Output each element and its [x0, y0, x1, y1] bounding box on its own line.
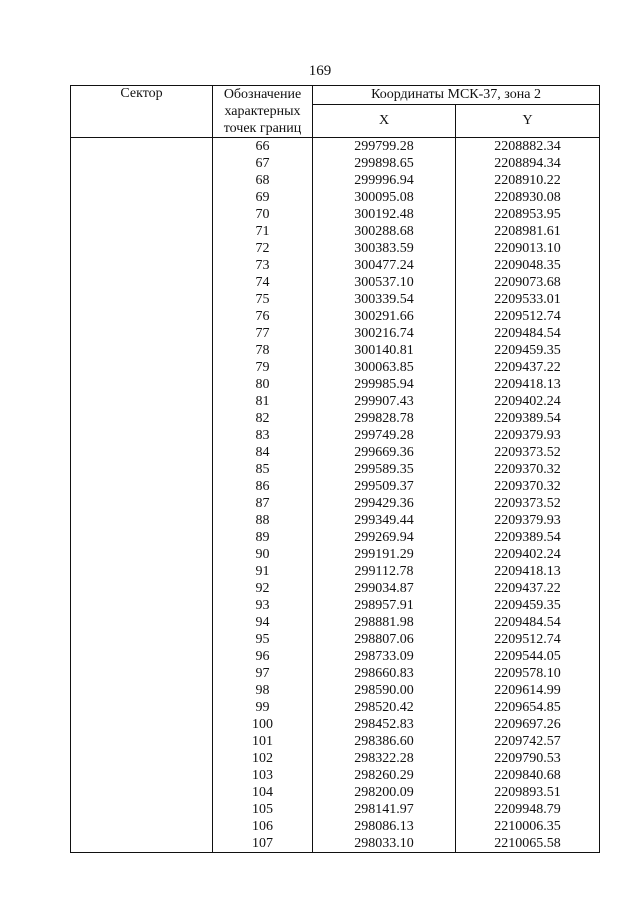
cell-y: 2209459.35 [456, 342, 600, 359]
cell-y: 2209512.74 [456, 631, 600, 648]
cell-y: 2208930.08 [456, 189, 600, 206]
cell-x: 300291.66 [313, 308, 456, 325]
cell-sector [71, 376, 213, 393]
cell-x: 300095.08 [313, 189, 456, 206]
cell-y: 2209402.24 [456, 393, 600, 410]
header-y: Y [456, 105, 600, 138]
cell-point: 105 [213, 801, 313, 818]
header-designation-line-1: Обозначение [223, 87, 302, 102]
table-row [71, 427, 600, 444]
cell-sector [71, 393, 213, 410]
table-row [71, 784, 600, 801]
cell-sector [71, 427, 213, 444]
cell-y: 2209373.52 [456, 495, 600, 512]
cell-x: 299898.65 [313, 155, 456, 172]
table-header [71, 86, 600, 138]
cell-x: 299112.78 [313, 563, 456, 580]
cell-x: 300192.48 [313, 206, 456, 223]
cell-sector [71, 495, 213, 512]
cell-y: 2208953.95 [456, 206, 600, 223]
cell-point: 74 [213, 274, 313, 291]
cell-point: 70 [213, 206, 313, 223]
cell-y: 2210006.35 [456, 818, 600, 835]
cell-x: 298733.09 [313, 648, 456, 665]
cell-point: 77 [213, 325, 313, 342]
table-row [71, 614, 600, 631]
table-row [71, 359, 600, 376]
cell-x: 298807.06 [313, 631, 456, 648]
cell-sector [71, 767, 213, 784]
cell-y: 2209389.54 [456, 410, 600, 427]
cell-x: 298881.98 [313, 614, 456, 631]
cell-x: 299828.78 [313, 410, 456, 427]
cell-point: 90 [213, 546, 313, 563]
cell-point: 103 [213, 767, 313, 784]
cell-sector [71, 597, 213, 614]
table-row [71, 801, 600, 818]
cell-point: 89 [213, 529, 313, 546]
cell-sector [71, 801, 213, 818]
cell-sector [71, 138, 213, 156]
cell-x: 300063.85 [313, 359, 456, 376]
cell-y: 2209484.54 [456, 325, 600, 342]
cell-y: 2209013.10 [456, 240, 600, 257]
table-row [71, 478, 600, 495]
cell-y: 2208882.34 [456, 138, 600, 156]
table-row [71, 325, 600, 342]
cell-sector [71, 784, 213, 801]
table-row [71, 240, 600, 257]
cell-sector [71, 308, 213, 325]
cell-x: 299589.35 [313, 461, 456, 478]
cell-point: 80 [213, 376, 313, 393]
header-designation-line-3: точек границ [223, 121, 302, 136]
cell-x: 299799.28 [313, 138, 456, 156]
cell-y: 2209402.24 [456, 546, 600, 563]
cell-point: 93 [213, 597, 313, 614]
table-row [71, 818, 600, 835]
cell-y: 2209533.01 [456, 291, 600, 308]
cell-point: 94 [213, 614, 313, 631]
table-row [71, 546, 600, 563]
cell-sector [71, 342, 213, 359]
table-row [71, 257, 600, 274]
coordinates-table [70, 85, 600, 853]
cell-point: 85 [213, 461, 313, 478]
cell-point: 92 [213, 580, 313, 597]
cell-sector [71, 444, 213, 461]
table-body [71, 138, 600, 853]
cell-point: 69 [213, 189, 313, 206]
table-row [71, 699, 600, 716]
cell-x: 300477.24 [313, 257, 456, 274]
cell-x: 299269.94 [313, 529, 456, 546]
table-row [71, 189, 600, 206]
cell-point: 71 [213, 223, 313, 240]
table-row [71, 461, 600, 478]
cell-x: 299669.36 [313, 444, 456, 461]
cell-y: 2209840.68 [456, 767, 600, 784]
table-row [71, 138, 600, 156]
cell-x: 298660.83 [313, 665, 456, 682]
cell-point: 96 [213, 648, 313, 665]
table-row [71, 308, 600, 325]
cell-y: 2209379.93 [456, 427, 600, 444]
cell-point: 101 [213, 733, 313, 750]
cell-point: 106 [213, 818, 313, 835]
cell-y: 2209073.68 [456, 274, 600, 291]
cell-x: 298141.97 [313, 801, 456, 818]
cell-point: 98 [213, 682, 313, 699]
cell-y: 2209418.13 [456, 563, 600, 580]
cell-sector [71, 733, 213, 750]
cell-sector [71, 631, 213, 648]
cell-y: 2209697.26 [456, 716, 600, 733]
header-designation [213, 86, 313, 138]
cell-sector [71, 172, 213, 189]
cell-sector [71, 699, 213, 716]
cell-x: 298260.29 [313, 767, 456, 784]
table-row [71, 665, 600, 682]
cell-x: 300537.10 [313, 274, 456, 291]
cell-sector [71, 359, 213, 376]
cell-x: 299034.87 [313, 580, 456, 597]
cell-x: 298033.10 [313, 835, 456, 853]
cell-x: 300216.74 [313, 325, 456, 342]
cell-x: 299191.29 [313, 546, 456, 563]
cell-sector [71, 580, 213, 597]
cell-point: 78 [213, 342, 313, 359]
cell-y: 2208910.22 [456, 172, 600, 189]
cell-point: 95 [213, 631, 313, 648]
cell-point: 104 [213, 784, 313, 801]
cell-sector [71, 274, 213, 291]
cell-x: 298086.13 [313, 818, 456, 835]
cell-sector [71, 563, 213, 580]
cell-sector [71, 750, 213, 767]
table-row [71, 410, 600, 427]
cell-point: 67 [213, 155, 313, 172]
cell-x: 299749.28 [313, 427, 456, 444]
cell-y: 2209370.32 [456, 478, 600, 495]
cell-x: 300288.68 [313, 223, 456, 240]
cell-y: 2209790.53 [456, 750, 600, 767]
cell-point: 88 [213, 512, 313, 529]
cell-x: 298386.60 [313, 733, 456, 750]
cell-point: 81 [213, 393, 313, 410]
table-row [71, 512, 600, 529]
cell-y: 2209484.54 [456, 614, 600, 631]
cell-sector [71, 257, 213, 274]
cell-point: 97 [213, 665, 313, 682]
cell-sector [71, 206, 213, 223]
cell-y: 2209418.13 [456, 376, 600, 393]
cell-x: 298200.09 [313, 784, 456, 801]
cell-y: 2209459.35 [456, 597, 600, 614]
header-designation-line-2: характерных [224, 104, 301, 119]
table-row [71, 155, 600, 172]
cell-sector [71, 512, 213, 529]
cell-point: 66 [213, 138, 313, 156]
cell-x: 300339.54 [313, 291, 456, 308]
cell-sector [71, 155, 213, 172]
table-row [71, 563, 600, 580]
table-row [71, 376, 600, 393]
cell-point: 72 [213, 240, 313, 257]
cell-x: 299907.43 [313, 393, 456, 410]
cell-point: 91 [213, 563, 313, 580]
table-row [71, 172, 600, 189]
cell-x: 299996.94 [313, 172, 456, 189]
cell-sector [71, 716, 213, 733]
cell-sector [71, 410, 213, 427]
table-row [71, 274, 600, 291]
cell-y: 2209048.35 [456, 257, 600, 274]
table-row [71, 291, 600, 308]
cell-x: 298520.42 [313, 699, 456, 716]
cell-x: 300383.59 [313, 240, 456, 257]
cell-point: 99 [213, 699, 313, 716]
table-row [71, 682, 600, 699]
cell-point: 79 [213, 359, 313, 376]
cell-point: 76 [213, 308, 313, 325]
cell-y: 2209437.22 [456, 580, 600, 597]
table-row [71, 580, 600, 597]
cell-sector [71, 291, 213, 308]
cell-sector [71, 648, 213, 665]
table-row [71, 206, 600, 223]
cell-sector [71, 223, 213, 240]
cell-sector [71, 682, 213, 699]
cell-sector [71, 818, 213, 835]
cell-x: 299429.36 [313, 495, 456, 512]
cell-x: 298322.28 [313, 750, 456, 767]
cell-sector [71, 240, 213, 257]
cell-sector [71, 461, 213, 478]
cell-point: 86 [213, 478, 313, 495]
table-row [71, 393, 600, 410]
cell-point: 68 [213, 172, 313, 189]
table-row [71, 767, 600, 784]
cell-sector [71, 665, 213, 682]
cell-sector [71, 835, 213, 853]
cell-y: 2209370.32 [456, 461, 600, 478]
cell-y: 2209948.79 [456, 801, 600, 818]
page-number: 169 [308, 63, 332, 79]
cell-x: 300140.81 [313, 342, 456, 359]
header-sector: Сектор [71, 86, 213, 138]
cell-point: 82 [213, 410, 313, 427]
cell-point: 100 [213, 716, 313, 733]
cell-x: 298957.91 [313, 597, 456, 614]
cell-point: 87 [213, 495, 313, 512]
cell-sector [71, 478, 213, 495]
cell-point: 102 [213, 750, 313, 767]
cell-y: 2209742.57 [456, 733, 600, 750]
cell-y: 2209893.51 [456, 784, 600, 801]
cell-y: 2209437.22 [456, 359, 600, 376]
cell-y: 2209614.99 [456, 682, 600, 699]
cell-sector [71, 189, 213, 206]
cell-point: 107 [213, 835, 313, 853]
table-row [71, 342, 600, 359]
header-coordinates: Координаты МСК-37, зона 2 [313, 86, 600, 105]
table-row [71, 733, 600, 750]
table-row [71, 716, 600, 733]
cell-x: 298590.00 [313, 682, 456, 699]
cell-x: 298452.83 [313, 716, 456, 733]
cell-sector [71, 546, 213, 563]
cell-y: 2209373.52 [456, 444, 600, 461]
table-row [71, 631, 600, 648]
table-row [71, 529, 600, 546]
cell-y: 2208894.34 [456, 155, 600, 172]
header-x: X [313, 105, 456, 138]
cell-y: 2209389.54 [456, 529, 600, 546]
cell-sector [71, 614, 213, 631]
cell-sector [71, 325, 213, 342]
cell-y: 2209512.74 [456, 308, 600, 325]
table-row [71, 597, 600, 614]
cell-sector [71, 529, 213, 546]
cell-x: 299985.94 [313, 376, 456, 393]
cell-point: 83 [213, 427, 313, 444]
cell-x: 299349.44 [313, 512, 456, 529]
cell-y: 2209544.05 [456, 648, 600, 665]
table-row [71, 495, 600, 512]
table-row [71, 444, 600, 461]
cell-y: 2210065.58 [456, 835, 600, 853]
cell-x: 299509.37 [313, 478, 456, 495]
cell-point: 75 [213, 291, 313, 308]
cell-point: 73 [213, 257, 313, 274]
table-row [71, 835, 600, 853]
table-row [71, 648, 600, 665]
table-row [71, 750, 600, 767]
cell-y: 2209578.10 [456, 665, 600, 682]
cell-y: 2209654.85 [456, 699, 600, 716]
cell-point: 84 [213, 444, 313, 461]
table-row [71, 223, 600, 240]
cell-y: 2208981.61 [456, 223, 600, 240]
cell-y: 2209379.93 [456, 512, 600, 529]
